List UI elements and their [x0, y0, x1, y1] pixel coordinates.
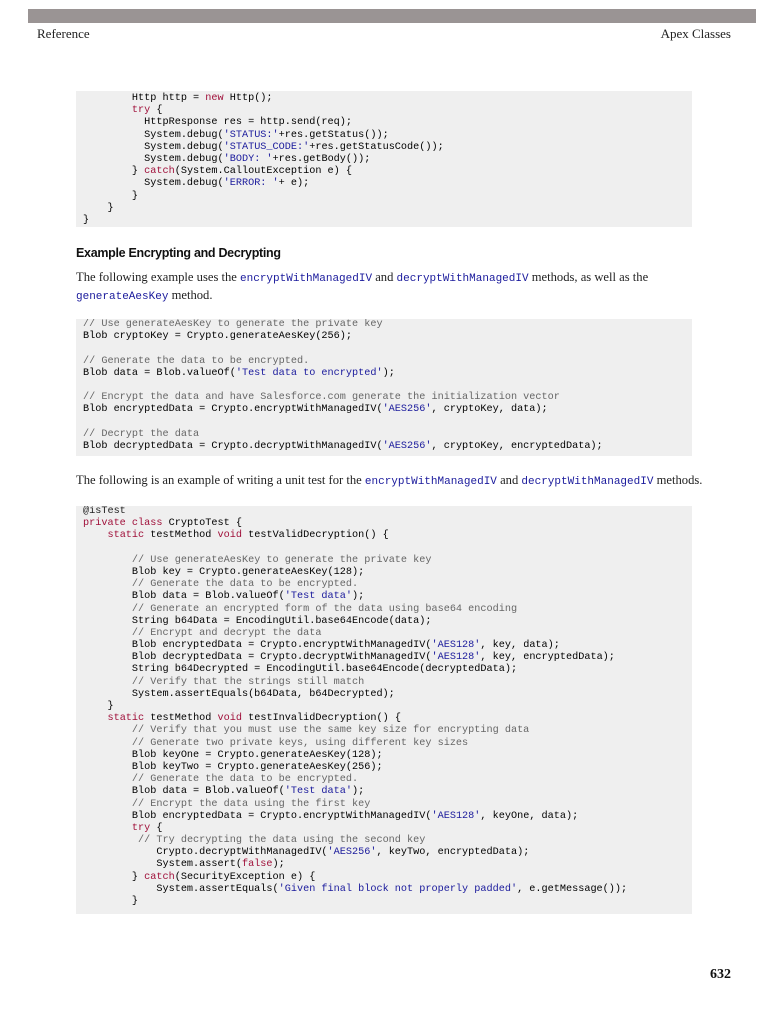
code-line — [83, 652, 692, 664]
code-line — [83, 530, 692, 542]
code-line — [83, 93, 692, 105]
code-token: static — [107, 530, 145, 542]
code-token: // Use generateAesKey to generate the private key — [83, 319, 383, 330]
code-line — [83, 738, 692, 750]
code-line — [83, 319, 692, 331]
code-line — [83, 166, 692, 178]
code-token — [83, 628, 132, 639]
code-line — [83, 331, 692, 343]
code-token: // Encrypt and decrypt the data — [131, 627, 322, 639]
code-line — [83, 105, 692, 117]
para-text: The following is an example of writing a unit test for the — [76, 473, 365, 487]
code-line — [83, 343, 692, 355]
code-token: , key, encryptedData); — [480, 652, 615, 664]
code-line — [83, 884, 692, 896]
code-line — [83, 518, 692, 530]
code-token: Blob keyTwo = Crypto.generateAesKey(256); — [83, 761, 383, 773]
code-token: Crypto.decryptWithManagedIV( — [83, 847, 328, 859]
code-line — [83, 664, 692, 676]
code-token: Blob encryptedData = Crypto.encryptWithManagedIV( — [83, 640, 432, 652]
code-line — [83, 811, 692, 823]
code-token: 'Test data' — [284, 591, 352, 603]
code-line — [83, 628, 692, 640]
code-token — [83, 604, 132, 615]
code-line — [83, 417, 692, 429]
header-chapter-title: Apex Classes — [660, 26, 731, 41]
code-block-http — [76, 91, 692, 227]
code-line — [83, 142, 692, 154]
code-token: 'STATUS:' — [223, 129, 279, 141]
code-token: 'AES128' — [431, 640, 481, 652]
page-number: 632 — [710, 967, 731, 982]
code-token: private class — [83, 518, 163, 530]
code-line — [83, 591, 692, 603]
code-token: 'AES128' — [431, 810, 481, 822]
code-token: 'Given final block not properly padded' — [278, 883, 518, 895]
code-token: ); — [382, 367, 395, 379]
code-token: new — [205, 93, 224, 104]
code-line — [83, 117, 692, 129]
code-token — [83, 823, 132, 834]
code-line — [83, 191, 692, 203]
code-token: Blob data = Blob.valueOf( — [83, 367, 236, 379]
code-token: Blob decryptedData = Crypto.decryptWithManagedIV( — [83, 652, 432, 664]
code-token: (SecurityException e) { — [174, 871, 316, 883]
code-line — [83, 130, 692, 142]
section-heading: Example Encrypting and Decrypting — [76, 246, 281, 260]
code-token: { — [150, 822, 163, 834]
code-token: +res.getBody()); — [272, 153, 371, 165]
code-line — [83, 713, 692, 725]
code-token: ); — [272, 859, 285, 871]
code-token: HttpResponse res = http.send(req); — [83, 117, 352, 129]
code-token: System.debug( — [83, 129, 224, 141]
code-token: 'AES256' — [382, 440, 432, 452]
para-text: and — [496, 473, 522, 487]
code-token: 'Test data' — [284, 786, 352, 798]
code-token: ); — [352, 591, 365, 603]
code-line — [83, 543, 692, 555]
code-token: Blob data = Blob.valueOf( — [83, 591, 285, 603]
code-token: // Decrypt the data — [83, 428, 200, 440]
code-token: { — [150, 105, 163, 117]
code-token: System.assert( — [83, 859, 242, 871]
code-token: testValidDecryption() { — [242, 530, 389, 542]
code-line — [83, 640, 692, 652]
code-line — [83, 604, 692, 616]
code-token: } — [83, 202, 114, 214]
code-line — [83, 154, 692, 166]
code-line — [83, 555, 692, 567]
code-token: , cryptoKey, encryptedData); — [431, 440, 603, 452]
code-token: Http http = — [83, 93, 206, 104]
code-token — [83, 677, 132, 688]
code-token: } — [83, 214, 90, 226]
code-line — [83, 404, 692, 416]
code-token: // Verify that you must use the same key size for encrypting data — [131, 725, 530, 737]
code-line — [83, 823, 692, 835]
method-name: decryptWithManagedIV — [396, 273, 529, 285]
code-token: } — [83, 166, 145, 178]
code-token: , e.getMessage()); — [517, 883, 628, 895]
code-token — [83, 579, 132, 590]
code-token — [83, 530, 107, 541]
code-block-unit-test — [76, 506, 692, 914]
code-line — [83, 203, 692, 215]
method-name: encryptWithManagedIV — [240, 273, 373, 285]
code-token — [83, 799, 132, 810]
method-name: encryptWithManagedIV — [364, 476, 497, 488]
code-token: Blob key = Crypto.generateAesKey(128); — [83, 566, 365, 578]
code-token: testInvalidDecryption() { — [242, 713, 401, 725]
code-line — [83, 616, 692, 628]
code-token: } — [83, 190, 139, 202]
code-token: +res.getStatusCode()); — [309, 141, 444, 153]
code-token: testMethod — [144, 713, 218, 725]
code-token — [83, 555, 132, 566]
code-token: } — [83, 701, 114, 712]
code-token: +res.getStatus()); — [278, 129, 389, 141]
para-text: methods. — [653, 473, 703, 487]
code-token: catch — [144, 166, 175, 178]
header-section-title: Reference — [37, 26, 90, 41]
code-line — [83, 506, 692, 518]
code-token: Blob encryptedData = Crypto.encryptWithManagedIV( — [83, 810, 432, 822]
code-token: 'AES128' — [431, 652, 481, 664]
code-line — [83, 567, 692, 579]
code-token: catch — [144, 871, 175, 883]
code-token: // Generate two private keys, using different key sizes — [131, 737, 469, 749]
code-token: static — [107, 713, 145, 725]
code-token: ); — [352, 786, 365, 798]
code-line — [83, 392, 692, 404]
code-token: 'BODY: ' — [223, 153, 273, 165]
code-token: (System.CalloutException e) { — [174, 166, 353, 178]
code-line — [83, 215, 692, 227]
header-bar — [28, 9, 756, 23]
code-token: // Generate the data to be encrypted. — [83, 355, 310, 367]
code-token: String b64Data = EncodingUtil.base64Encode(data); — [83, 615, 432, 627]
code-line — [83, 689, 692, 701]
code-line — [83, 441, 692, 453]
code-token — [83, 738, 132, 749]
code-token: // Encrypt the data using the first key — [131, 798, 371, 810]
code-line — [83, 368, 692, 380]
code-token: System.debug( — [83, 178, 224, 190]
code-line — [83, 750, 692, 762]
code-token: Blob keyOne = Crypto.generateAesKey(128); — [83, 749, 383, 761]
code-token: , cryptoKey, data); — [431, 404, 548, 416]
method-name: decryptWithManagedIV — [521, 476, 654, 488]
para-text: and — [372, 270, 397, 284]
code-token: 'ERROR: ' — [223, 178, 279, 190]
code-token: , keyOne, data); — [480, 810, 579, 822]
code-token: // Try decrypting the data using the second key — [138, 835, 426, 847]
code-token: // Verify that the strings still match — [131, 676, 365, 688]
code-token: @isTest — [83, 506, 126, 517]
code-token: Blob data = Blob.valueOf( — [83, 786, 285, 798]
code-token: Blob cryptoKey = Crypto.generateAesKey(256); — [83, 331, 352, 343]
code-token: CryptoTest { — [162, 518, 242, 530]
code-line — [83, 872, 692, 884]
code-token — [83, 835, 138, 846]
para-text: methods, as well as the — [528, 270, 649, 284]
code-line — [83, 774, 692, 786]
para-text: method. — [168, 288, 213, 302]
code-token: Http(); — [223, 93, 273, 104]
code-line — [83, 380, 692, 392]
code-line — [83, 847, 692, 859]
code-line — [83, 799, 692, 811]
code-token: Blob decryptedData = Crypto.decryptWithManagedIV( — [83, 440, 383, 452]
code-token: , key, data); — [480, 640, 560, 652]
code-token: try — [131, 105, 151, 117]
code-token: false — [241, 859, 273, 871]
code-line — [83, 178, 692, 190]
code-token: 'Test data to encrypted' — [235, 367, 383, 379]
code-token: } — [83, 896, 139, 907]
code-line — [83, 429, 692, 441]
code-token: try — [131, 822, 151, 834]
code-line — [83, 762, 692, 774]
code-token: // Generate the data to be encrypted. — [131, 579, 359, 591]
code-token: // Encrypt the data and have Salesforce.com generate the initialization vector — [83, 392, 560, 404]
intro-paragraph — [76, 269, 716, 305]
code-token — [83, 774, 132, 785]
code-token: System.debug( — [83, 153, 224, 165]
code-line — [83, 677, 692, 689]
code-line — [83, 701, 692, 713]
code-token: // Use generateAesKey to generate the private key — [131, 554, 432, 566]
code-line — [83, 725, 692, 737]
code-token: testMethod — [144, 530, 218, 542]
code-token: // Generate the data to be encrypted. — [131, 774, 359, 786]
code-token: 'AES256' — [382, 404, 432, 416]
code-token: , keyTwo, encryptedData); — [376, 847, 530, 859]
code-token: Blob encryptedData = Crypto.encryptWithManagedIV( — [83, 404, 383, 416]
code-line — [83, 356, 692, 368]
code-token: } — [83, 871, 145, 883]
method-name: generateAesKey — [76, 291, 169, 303]
code-block-encrypt-decrypt — [76, 319, 692, 456]
code-token: 'AES256' — [327, 847, 377, 859]
code-token: System.assertEquals(b64Data, b64Decrypted); — [83, 688, 395, 700]
unit-test-paragraph — [76, 472, 716, 490]
code-line — [83, 579, 692, 591]
code-line — [83, 859, 692, 871]
code-line — [83, 786, 692, 798]
code-token — [83, 725, 132, 736]
code-line — [83, 835, 692, 847]
code-token: void — [217, 530, 242, 542]
code-token: String b64Decrypted = EncodingUtil.base64Encode(decryptedData); — [83, 664, 518, 676]
code-token — [83, 105, 132, 116]
code-token — [83, 713, 107, 724]
code-token: 'STATUS_CODE:' — [223, 141, 310, 153]
para-text: The following example uses the — [76, 270, 241, 284]
code-token: + e); — [278, 178, 310, 190]
code-line — [83, 896, 692, 908]
code-token: // Generate an encrypted form of the data using base64 encoding — [131, 603, 518, 615]
code-token: void — [217, 713, 242, 725]
code-token: System.assertEquals( — [83, 883, 279, 895]
code-token: System.debug( — [83, 141, 224, 153]
